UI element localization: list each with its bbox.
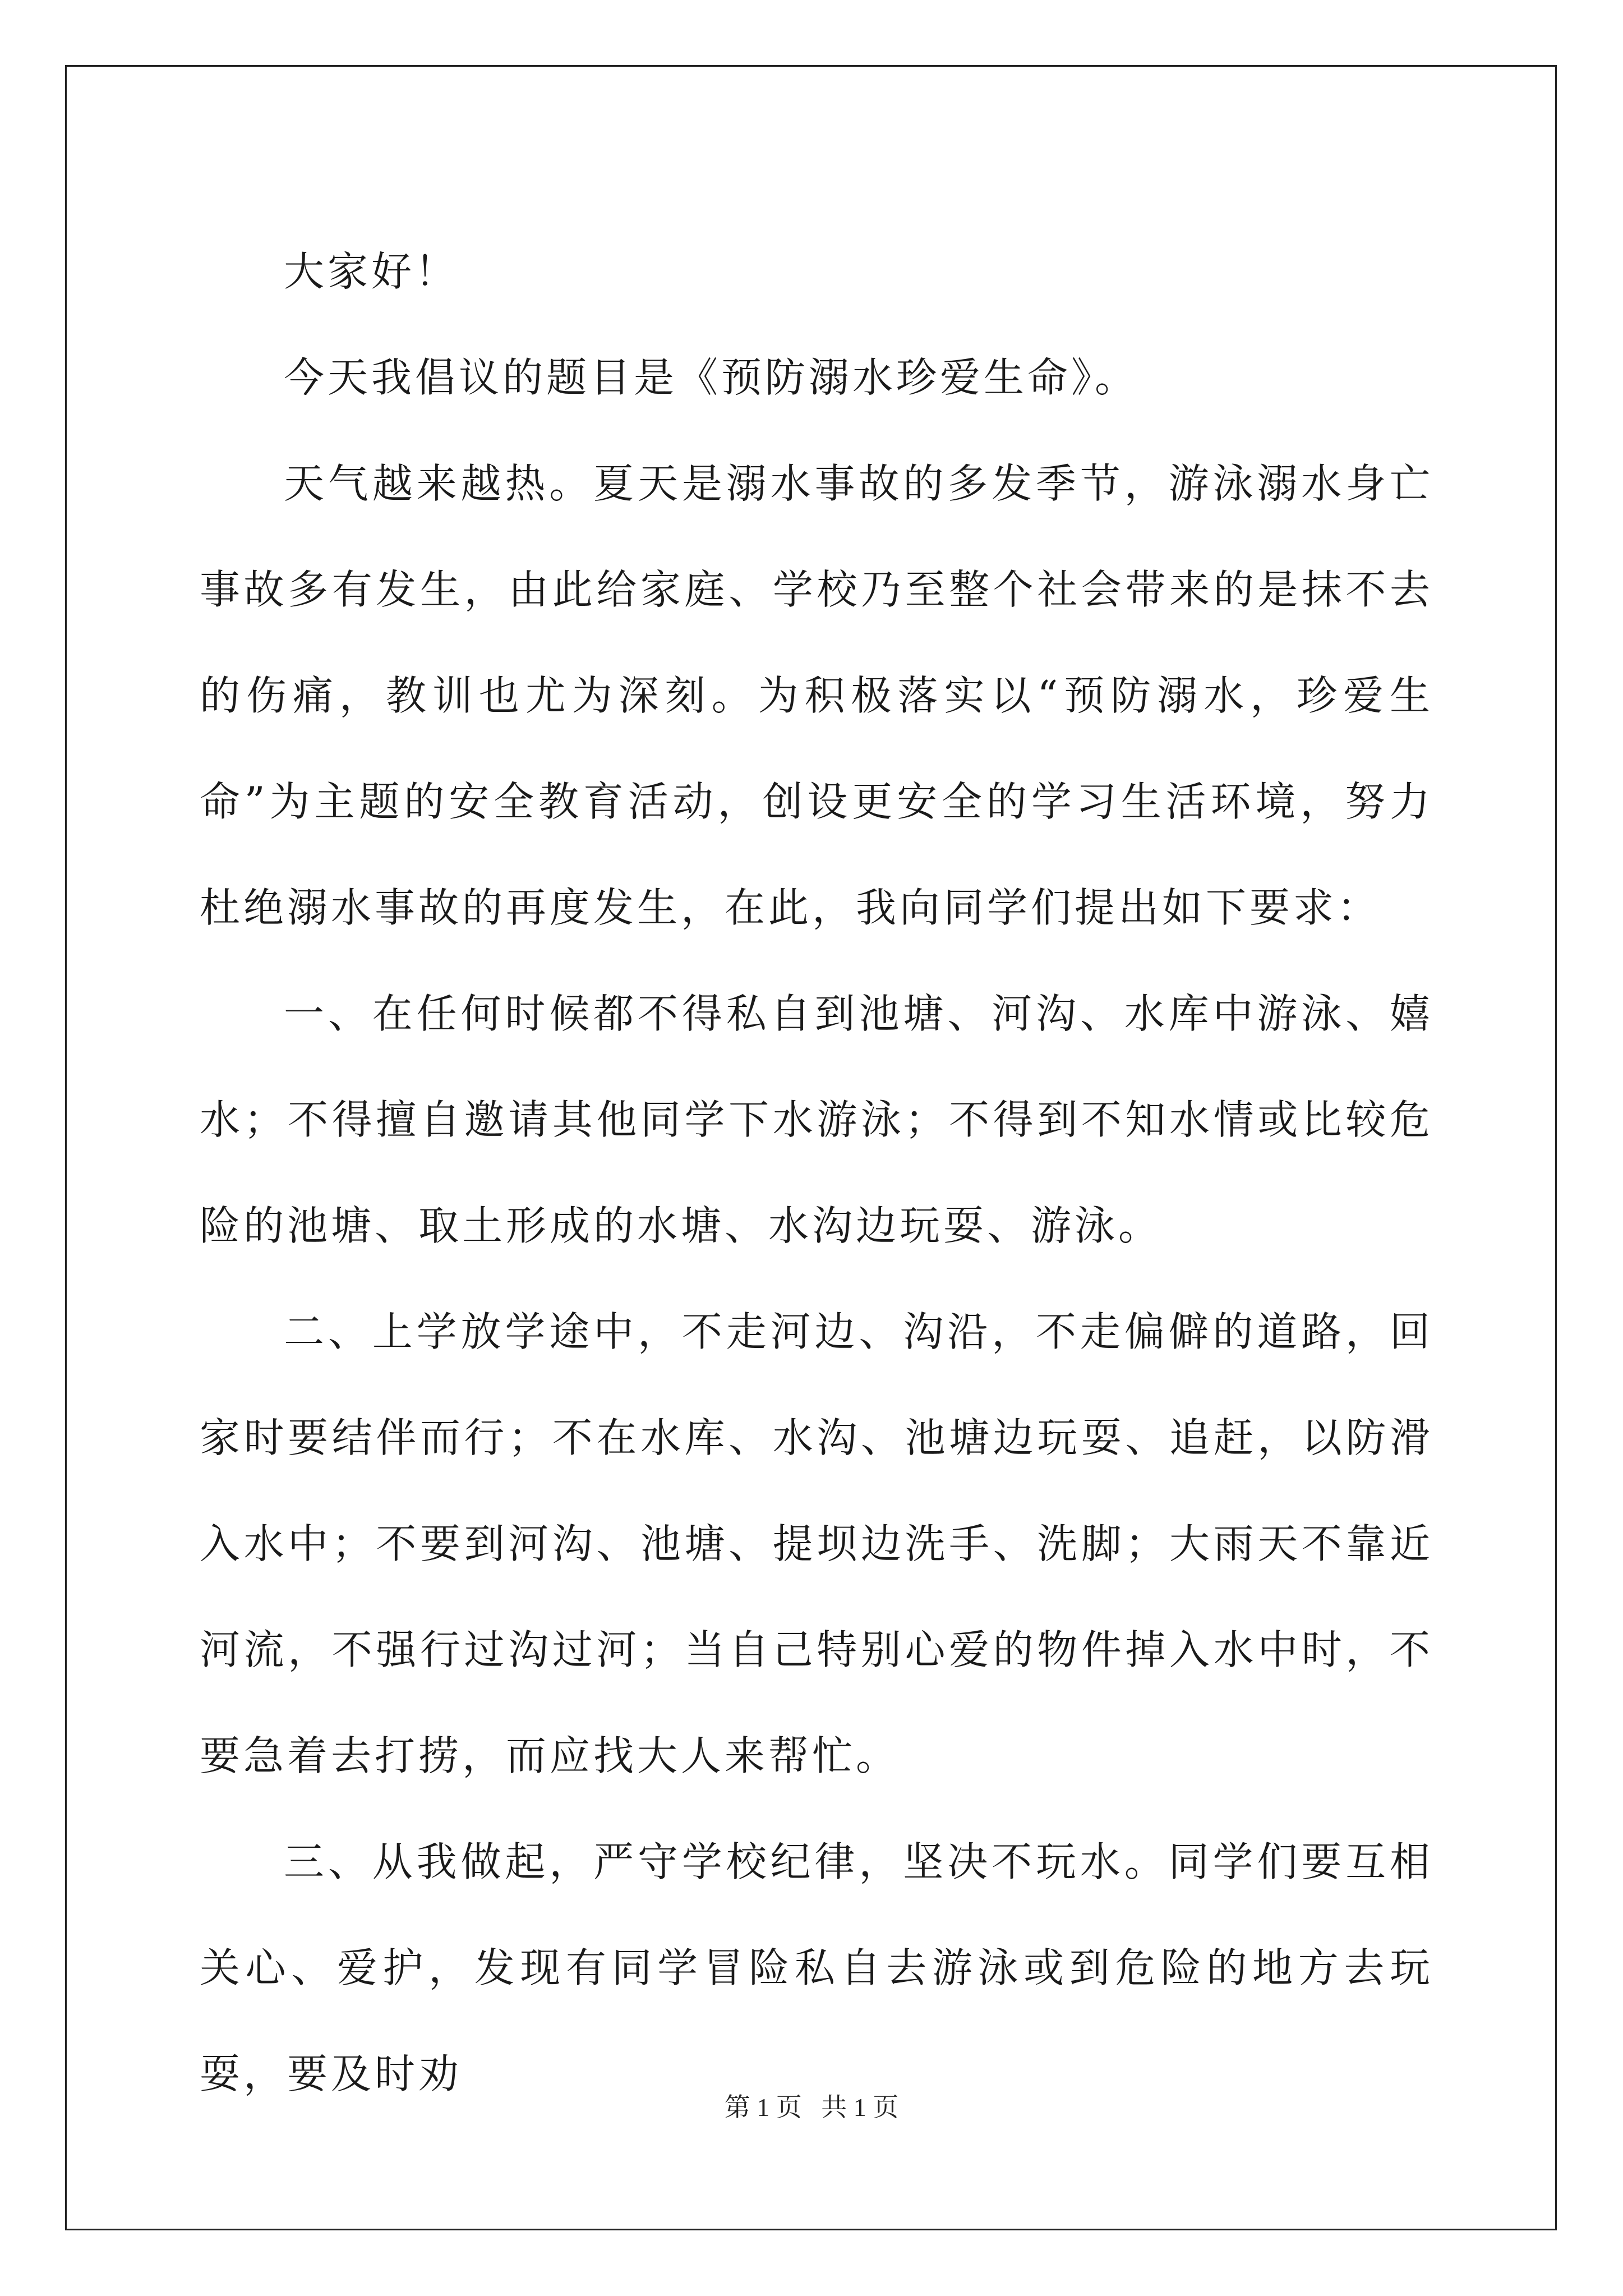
page-number: 第 1 页 共 1 页 (724, 2093, 899, 2122)
paragraph-intro: 天气越来越热。夏天是溺水事故的多发季节，游泳溺水身亡事故多有发生，由此给家庭、学校乃至整个社会带来的是抹不去的伤痛，教训也尤为深刻。为积极落实以“预防溺水，珍爱生命”为主题的安全教育活动，创设更安全的学习生活环境，努力杜绝溺水事故的再度发生，在此，我向同学们提出如下要求： (200, 460, 1433, 931)
paragraph-rule-1: 一、在任何时候都不得私自到池塘、河沟、水库中游泳、嬉水；不得擅自邀请其他同学下水游泳；不得到不知水情或比较危险的池塘、取土形成的水塘、水沟边玩耍、游泳。 (200, 990, 1433, 1249)
paragraph-topic: 今天我倡议的题目是《预防溺水珍爱生命》。 (284, 354, 1139, 401)
page-footer (0, 2087, 1623, 2124)
document-body (200, 219, 1433, 2127)
paragraph-greeting: 大家好！ (284, 248, 459, 295)
paragraph-rule-2: 二、上学放学途中，不走河边、沟沿，不走偏僻的道路，回家时要结伴而行；不在水库、水沟、池塘边玩耍、追赶，以防滑入水中；不要到河沟、池塘、提坝边洗手、洗脚；大雨天不靠近河流，不强行过沟过河；当自己特别心爱的物件掉入水中时，不要急着去打捞，而应找大人来帮忙。 (200, 1308, 1433, 1779)
paragraph-rule-3: 三、从我做起，严守学校纪律，坚决不玩水。同学们要互相关心、爱护，发现有同学冒险私自去游泳或到危险的地方去玩耍，要及时劝 (200, 1838, 1433, 2097)
